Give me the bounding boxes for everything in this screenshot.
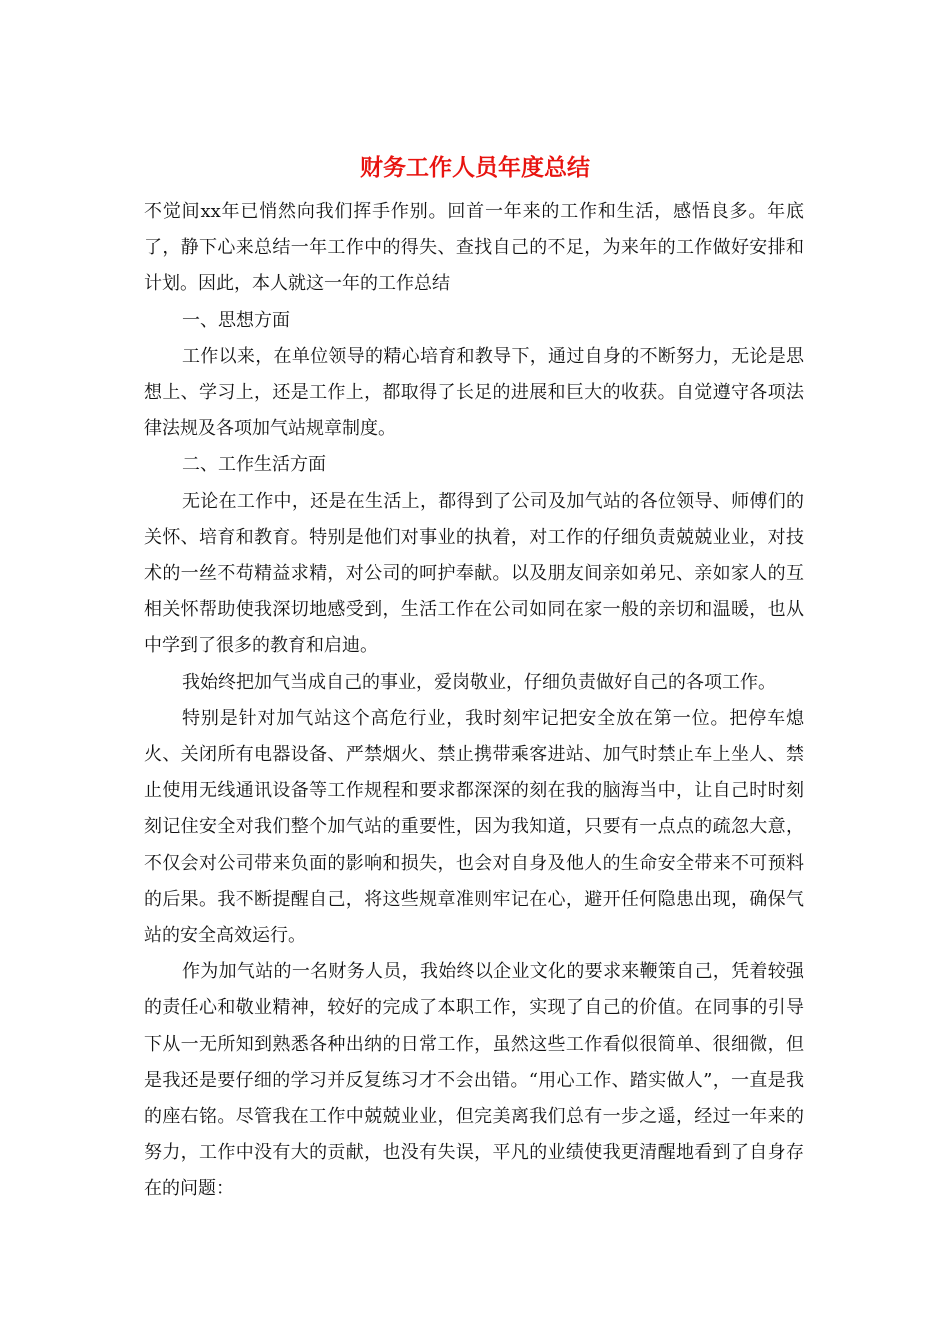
section-heading-work-life: 二、工作生活方面 xyxy=(182,454,326,476)
section-heading-ideology: 一、思想方面 xyxy=(182,309,290,331)
document-title: 财务工作人员年度总结 xyxy=(360,154,590,181)
safety-paragraph: 特别是针对加气站这个高危行业，我时刻牢记把安全放在第一位。把停车熄火、关闭所有电器设备、严禁烟火、禁止携带乘客进站、加气时禁止车上坐人、禁止使用无线通讯设备等工作规程和要求都深深的刻在我的脑海当中，让自己时时刻刻记住安全对我们整个加气站的重要性，因为我知道，只要有一点点的疏忽大意，不仅会对公司带来负面的影响和损失，也会对自身及他人的生命安全带来不可预料的后果。我不断提醒自己，将这些规章准则牢记在心，避开任何隐患出现，确保气站的安全高效运行。 xyxy=(144,707,804,947)
intro-paragraph: 不觉间xx年已悄然向我们挥手作别。回首一年来的工作和生活，感悟良多。年底了，静下心来总结一年工作中的得失、查找自己的不足，为来年的工作做好安排和计划。因此，本人就这一年的工作总结 xyxy=(144,201,804,295)
ideology-paragraph: 工作以来，在单位领导的精心培育和教导下，通过自身的不断努力，无论是思想上、学习上，还是工作上，都取得了长足的进展和巨大的收获。自觉遵守各项法律法规及各项加气站规章制度。 xyxy=(144,345,804,440)
finance-role-paragraph: 作为加气站的一名财务人员，我始终以企业文化的要求来鞭策自己，凭着较强的责任心和敬业精神，较好的完成了本职工作，实现了自己的价值。在同事的引导下从一无所知到熟悉各种出纳的日常工作，虽然这些工作看似很简单、很细微，但是我还是要仔细的学习并反复练习才不会出错。“用心工作、踏实做人”，一直是我的座右铭。尽管我在工作中兢兢业业，但完美离我们总有一步之遥，经过一年来的努力，工作中没有大的贡献，也没有失误，平凡的业绩使我更清醒地看到了自身存在的问题： xyxy=(144,961,804,1200)
document-body xyxy=(144,194,804,1208)
career-paragraph: 我始终把加气当成自己的事业，爱岗敬业，仔细负责做好自己的各项工作。 xyxy=(182,671,776,693)
work-life-paragraph: 无论在工作中，还是在生活上，都得到了公司及加气站的各位领导、师傅们的关怀、培育和教育。特别是他们对事业的执着，对工作的仔细负责兢兢业业，对技术的一丝不苟精益求精，对公司的呵护奉献。以及朋友间亲如弟兄、亲如家人的互相关怀帮助使我深切地感受到，生活工作在公司如同在家一般的亲切和温暖，也从中学到了很多的教育和启迪。 xyxy=(144,490,804,657)
